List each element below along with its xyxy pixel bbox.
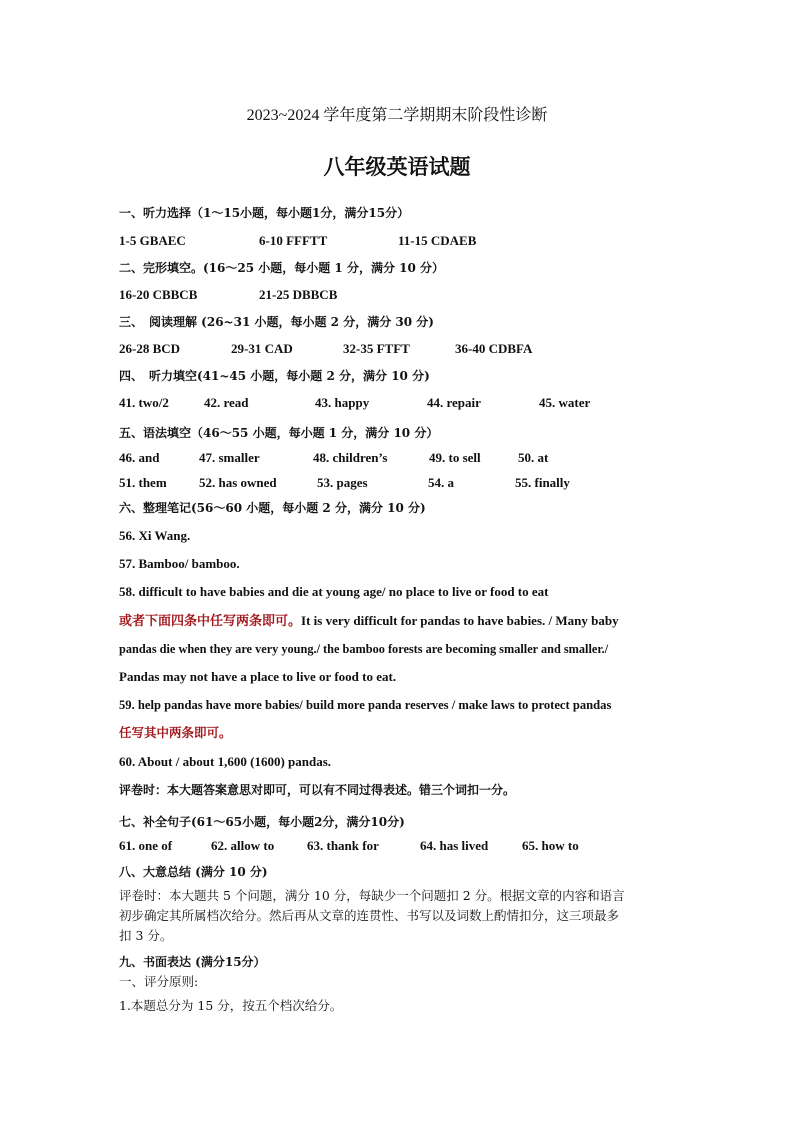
section-3-heading: 三、 阅读理解 (26~31 小题，每小题 2 分，满分 30 分) <box>119 315 434 329</box>
answer-group: 36-40 CDBFA <box>455 341 533 356</box>
answer-58-alt: It is very difficult for pandas to have babies. / Many baby <box>301 613 619 628</box>
answer: 64. has lived <box>420 838 489 853</box>
answer: 55. finally <box>515 475 570 490</box>
answer: 61. one of <box>119 838 173 853</box>
answer-58-alternatives <box>119 613 619 629</box>
section-9-heading: 九、书面表达 (满分15分） <box>119 955 266 969</box>
answer-59: 59. help pandas have more babies/ build more panda reserves / make laws to protect pandas <box>119 698 612 712</box>
answer-group: 29-31 CAD <box>231 341 293 356</box>
answer: 48. children’s <box>313 450 388 465</box>
answer: 51. them <box>119 475 167 490</box>
answer: 65. how to <box>522 838 579 853</box>
answer: 42. read <box>204 395 249 410</box>
answer-group: 26-28 BCD <box>119 341 181 356</box>
answer: 43. happy <box>315 395 370 410</box>
answer-58: 58. difficult to have babies and die at young age/ no place to live or food to eat <box>119 584 549 599</box>
answer: 54. a <box>428 475 454 490</box>
section-7-heading: 七、补全句子(61～65小题，每小题2分，满分10分) <box>119 815 405 829</box>
section-2-heading: 二、完形填空。(16～25 小题，每小题 1 分，满分 10 分） <box>119 261 445 275</box>
answer: 44. repair <box>427 395 481 410</box>
answer: 46. and <box>119 450 160 465</box>
answer-57: 57. Bamboo/ bamboo. <box>119 556 240 571</box>
section-6-grading-note: 评卷时：本大题答案意思对即可，可以有不同过得表述。错三个词扣一分。 <box>119 783 516 797</box>
answer-56: 56. Xi Wang. <box>119 528 191 543</box>
answer-58-note: 或者下面四条中任写两条即可。 <box>119 613 302 628</box>
answer: 52. has owned <box>199 475 277 490</box>
section-8-text: 初步确定其所属档次给分。然后再从文章的连贯性、书写以及词数上酌情扣分，这三项最多 <box>119 908 620 923</box>
answer: 50. at <box>518 450 549 465</box>
answer-group: 16-20 CBBCB <box>119 287 198 302</box>
answer: 62. allow to <box>211 838 275 853</box>
section-5-heading: 五、语法填空（46～55 小题，每小题 1 分，满分 10 分） <box>119 426 439 440</box>
section-9-item: 1.本题总分为 15 分，按五个档次给分。 <box>119 998 343 1013</box>
answer-group: 6-10 FFFTT <box>259 233 328 248</box>
answer: 63. thank for <box>307 838 379 853</box>
answer-59-note: 任写其中两条即可。 <box>119 725 232 740</box>
answer: 53. pages <box>317 475 368 490</box>
answer-group: 32-35 FTFT <box>343 341 410 356</box>
answer: 45. water <box>539 395 591 410</box>
answer-group: 1-5 GBAEC <box>119 233 186 248</box>
answer-58-alt: Pandas may not have a place to live or food to eat. <box>119 669 397 684</box>
section-6-heading: 六、整理笔记(56～60 小题，每小题 2 分，满分 10 分) <box>119 501 426 515</box>
answer: 41. two/2 <box>119 395 169 410</box>
section-8-text: 评卷时：本大题共 5 个问题，满分 10 分，每缺少一个问题扣 2 分。根据文章的内容和语言 <box>119 888 625 903</box>
answer-group: 11-15 CDAEB <box>398 233 477 248</box>
answer-60: 60. About / about 1,600 (1600) pandas. <box>119 754 332 769</box>
section-1-heading: 一、听力选择（1～15小题，每小题1分，满分15分） <box>119 206 410 220</box>
exam-subtitle: 2023~2024 学年度第二学期期末阶段性诊断 <box>246 107 548 124</box>
section-8-text: 扣 3 分。 <box>119 928 173 943</box>
answer-58-alt: pandas die when they are very young./ the bamboo forests are becoming smaller and smaller./ <box>119 642 609 656</box>
answer: 49. to sell <box>429 450 481 465</box>
answer: 47. smaller <box>199 450 260 465</box>
section-9-subheading: 一、评分原则: <box>119 974 199 989</box>
answer-group: 21-25 DBBCB <box>259 287 338 302</box>
section-8-heading: 八、大意总结 (满分 10 分) <box>119 865 268 879</box>
section-4-heading: 四、 听力填空(41~45 小题，每小题 2 分，满分 10 分) <box>119 369 430 383</box>
page-title: 八年级英语试题 <box>323 154 471 179</box>
